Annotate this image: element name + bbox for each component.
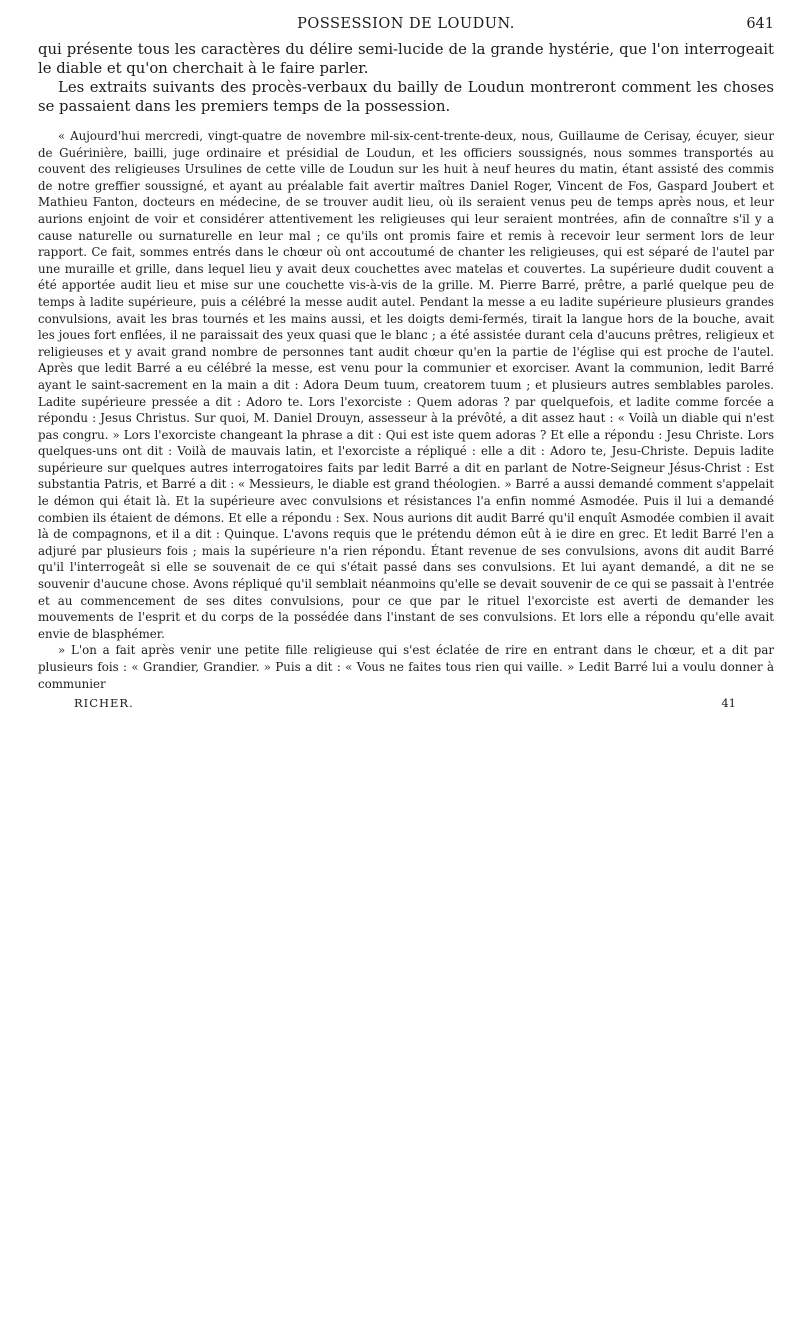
intro-paragraph-continued: qui présente tous les caractères du délire semi-lucide de la grande hystérie, que l'on interrogeait le diable et qu'on cherchait à le faire parler.: [38, 41, 774, 77]
quoted-proces-verbal-continued: » L'on a fait après venir une petite fille religieuse qui s'est éclatée de rire en entrant dans le chœur, et a dit par plusieurs fois : « Grandier, Grandier. » Puis a dit : « Vous ne faites tous rien qui vaille. » Ledit Barré lui a voulu donner à communier: [38, 643, 774, 691]
intro-paragraph: Les extraits suivants des procès-verbaux du bailly de Loudun montreront comment les choses se passaient dans les premiers temps de la possession.: [38, 79, 774, 115]
quoted-proces-verbal: « Aujourd'hui mercredi, vingt-quatre de novembre mil-six-cent-trente-deux, nous, Guillaume de Cerisay, écuyer, sieur de Guérinière, bailli, juge ordinaire et présidial de Loudun, et les officiers soussignés, nous sommes transportés au couvent des religieuses Ursulines de cette ville de Loudun sur les huit à neuf heures du matin, étant assisté des commis de notre greffier soussigné, et ayant au préalable fait avertir maîtres Daniel Roger, Vincent de Fos, Gaspard Joubert et Mathieu Fanton, docteurs en médecine, de se trouver audit lieu, où ils seraient venus peu de temps après nous, et leur aurions enjoint de voir et considérer attentivement les religieuses qui leur seraient montrées, afin de connaître s'il y a cause naturelle ou surnaturelle en leur mal ; ce qu'ils ont promis faire et remis à recevoir leur serment lors de leur rapport. Ce fait, sommes entrés dans le chœur où ont accoutumé de chanter les religieuses, qui est séparé de l'autel par une muraille et grille, dans lequel lieu y avait deux couchettes avec matelas et couvertes. La supérieure dudit couvent a été apportée audit lieu et mise sur une couchette vis-à-vis de la grille. M. Pierre Barré, prêtre, a parlé quelque peu de temps à ladite supérieure, puis a célébré la messe audit autel. Pendant la messe a eu ladite supérieure plusieurs grandes convulsions, avait les bras tournés et les mains aussi, et les doigts demi-fermés, tirait la langue hors de la bouche, avait les joues fort enflées, il ne paraissait des yeux quasi que le blanc ; a été assistée durant cela d'aucuns prêtres, religieux et religieuses et y avait grand nombre de personnes tant audit chœur qu'en la partie de l'église qui est proche de l'autel. Après que ledit Barré a eu célébré la messe, est venu pour la communier et exorciser. Avant la communion, ledit Barré ayant le saint-sacrement en la main a dit : Adora Deum tuum, creatorem tuum ; et plusieurs autres semblables paroles. Ladite supérieure pressée a dit : Adoro te. Lors l'exorciste : Quem adoras ? par quelquefois, et ladite comme forcée a répondu : Jesus Christus. Sur quoi, M. Daniel Drouyn, assesseur à la prévôté, a dit assez haut : « Voilà un diable qui n'est pas congru. » Lors l'exorciste changeant la phrase a dit : Qui est iste quem adoras ? Et elle a répondu : Jesu Christe. Lors quelques-uns ont dit : Voilà de mauvais latin, et l'exorciste a répliqué : elle a dit : Adoro te, Jesu-Christe. Depuis ladite supérieure sur quelques autres interrogatoires faits par ledit Barré a dit en parlant de Notre-Seigneur Jésus-Christ : Est substantia Patris, et Barré a dit : « Messieurs, le diable est grand théologien. » Barré a aussi demandé comment s'appelait le démon qui était là. Et la supérieure avec convulsions et résistances l'a enfin nommé Asmodée. Puis il lui a demandé combien ils étaient de démons. Et elle a répondu : Sex. Nous aurions dit audit Barré qu'il enquît Asmodée combien il avait là de compagnons, et il a dit : Quinque. L'avons requis que le prétendu démon eût à ie dire en grec. Et ledit Barré l'en a adjuré par plusieurs fois ; mais la supérieure n'a rien répondu. Étant revenue de ses convulsions, avons dit audit Barré qu'il l'interrogeât si elle se souvenait de ce qui s'était passé dans ses convulsions. Et lui ayant demandé, a dit ne se souvenir d'aucune chose. Avons répliqué qu'il semblait néanmoins qu'elle se devait souvenir de ce qui se passait à l'entrée et au commencement de ses dites convulsions, pour ce que par le rituel l'exorciste est averti de demander les mouvements de l'esprit et du corps de la possédée dans l'instant de ses convulsions. Et lors elle a répondu qu'elle avait envie de blasphémer.: [38, 129, 774, 641]
book-page: [38, 12, 774, 712]
page-footer: [38, 694, 774, 712]
printer-signature: RICHER.: [74, 696, 134, 711]
page-header: [38, 12, 774, 40]
running-title: POSSESSION DE LOUDUN.: [297, 16, 515, 32]
sheet-number: 41: [721, 696, 736, 711]
page-number: 641: [746, 16, 774, 32]
